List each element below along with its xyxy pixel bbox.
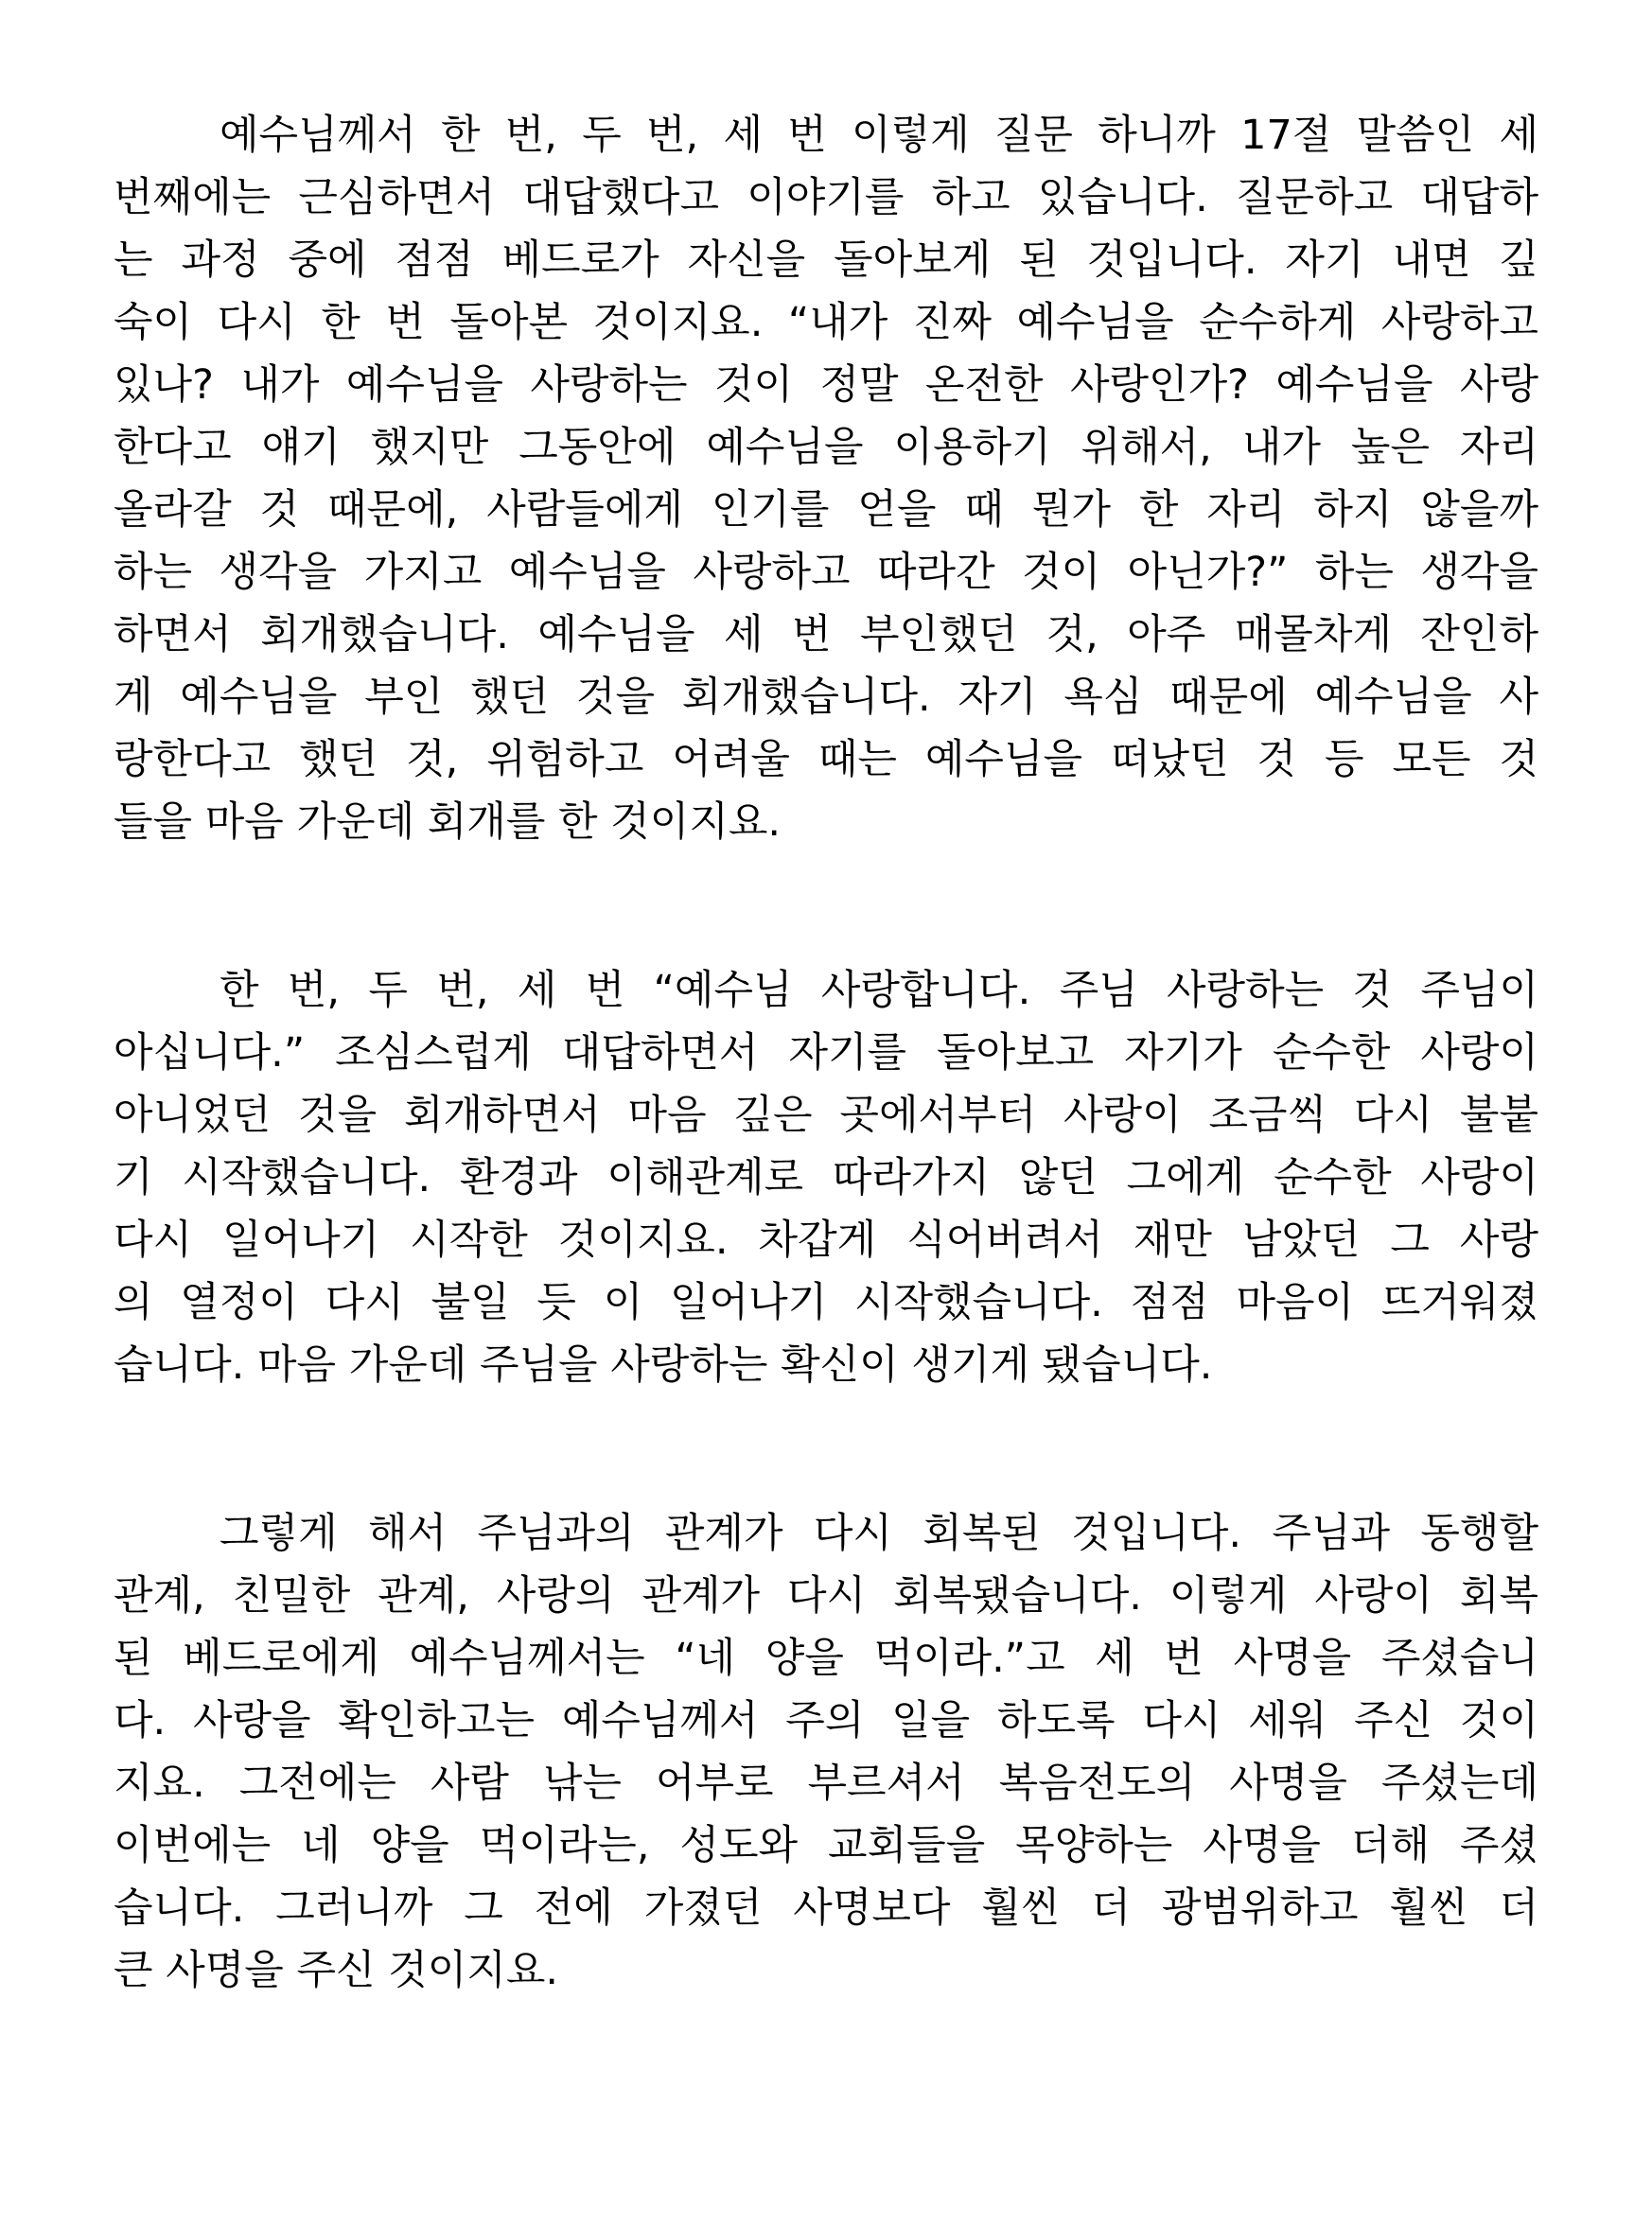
text-line: 습니다. 그러니까 그 전에 가졌던 사명보다 훨씬 더 광범위하고 훨씬 더 (114, 1884, 1538, 1932)
text-line: 숙이 다시 한 번 돌아본 것이지요. “내가 진짜 예수님을 순수하게 사랑하고 (114, 299, 1538, 346)
paragraph-1 (114, 104, 1538, 853)
text-line: 는 과정 중에 점점 베드로가 자신을 돌아보게 된 것입니다. 자기 내면 깊 (114, 237, 1538, 284)
text-line: 있나? 내가 예수님을 사랑하는 것이 정말 온전한 사랑인가? 예수님을 사랑 (114, 361, 1538, 409)
text-line: 다. 사랑을 확인하고는 예수님께서 주의 일을 하도록 다시 세워 주신 것이 (114, 1697, 1538, 1744)
text-line: 된 베드로에게 예수님께서는 “네 양을 먹이라.”고 세 번 사명을 주셨습니 (114, 1635, 1538, 1682)
text-line: 관계, 친밀한 관계, 사랑의 관계가 다시 회복됐습니다. 이렇게 사랑이 회복 (114, 1572, 1538, 1620)
text-line: 습니다. 마음 가운데 주님을 사랑하는 확신이 생기게 됐습니다. (114, 1341, 1213, 1389)
text-line: 한 번, 두 번, 세 번 “예수님 사랑합니다. 주님 사랑하는 것 주님이 (220, 967, 1538, 1014)
text-line: 랑한다고 했던 것, 위험하고 어려울 때는 예수님을 떠났던 것 등 모든 것 (114, 736, 1538, 783)
text-line: 번째에는 근심하면서 대답했다고 이야기를 하고 있습니다. 질문하고 대답하 (114, 174, 1538, 221)
text-line: 다시 일어나기 시작한 것이지요. 차갑게 식어버려서 재만 남았던 그 사랑 (114, 1217, 1538, 1264)
text-line: 지요. 그전에는 사람 낚는 어부로 부르셔서 복음전도의 사명을 주셨는데 (114, 1760, 1538, 1807)
text-line: 한다고 얘기 했지만 그동안에 예수님을 이용하기 위해서, 내가 높은 자리 (114, 424, 1538, 471)
text-line: 아십니다.” 조심스럽게 대답하면서 자기를 돌아보고 자기가 순수한 사랑이 (114, 1029, 1538, 1077)
text-line: 그렇게 해서 주님과의 관계가 다시 회복된 것입니다. 주님과 동행할 (220, 1510, 1538, 1557)
text-line: 들을 마음 가운데 회개를 한 것이지요. (114, 798, 782, 846)
paragraph-3 (114, 1502, 1538, 2002)
document-page (114, 104, 1538, 2002)
text-line: 예수님께서 한 번, 두 번, 세 번 이렇게 질문 하니까 17절 말씀인 세 (220, 112, 1538, 159)
paragraph-spacer (114, 1396, 1538, 1502)
text-line: 하는 생각을 가지고 예수님을 사랑하고 따라간 것이 아닌가?” 하는 생각을 (114, 549, 1538, 596)
text-line: 게 예수님을 부인 했던 것을 회개했습니다. 자기 욕심 때문에 예수님을 사 (114, 674, 1538, 721)
text-line: 기 시작했습니다. 환경과 이해관계로 따라가지 않던 그에게 순수한 사랑이 (114, 1154, 1538, 1201)
text-line: 이번에는 네 양을 먹이라는, 성도와 교회들을 목양하는 사명을 더해 주셨 (114, 1822, 1538, 1869)
text-line: 하면서 회개했습니다. 예수님을 세 번 부인했던 것, 아주 매몰차게 잔인하 (114, 611, 1538, 658)
text-line: 올라갈 것 때문에, 사람들에게 인기를 얻을 때 뭔가 한 자리 하지 않을까 (114, 486, 1538, 534)
text-line: 의 열정이 다시 불일 듯 이 일어나기 시작했습니다. 점점 마음이 뜨거워졌 (114, 1279, 1538, 1326)
paragraph-2 (114, 959, 1538, 1396)
text-line: 아니었던 것을 회개하면서 마음 깊은 곳에서부터 사랑이 조금씩 다시 불붙 (114, 1092, 1538, 1139)
paragraph-spacer (114, 853, 1538, 959)
text-line: 큰 사명을 주신 것이지요. (114, 1947, 559, 1994)
